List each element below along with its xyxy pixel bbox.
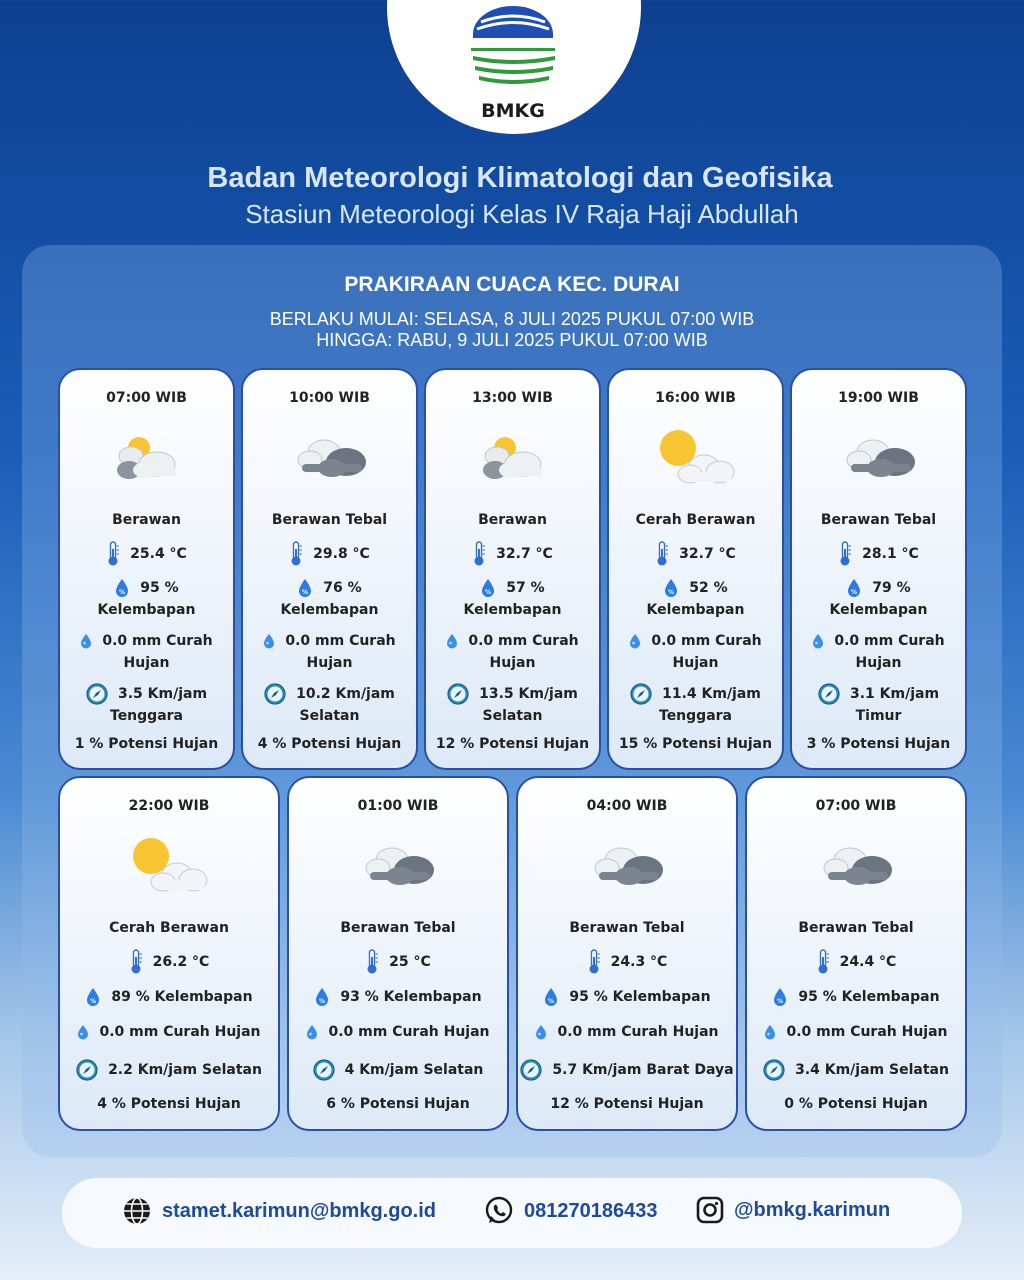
- humidity-row: [792, 577, 965, 621]
- forecast-time: 01:00 WIB: [357, 798, 439, 814]
- wind-speed: 3.1 Km/jam: [849, 686, 940, 702]
- humidity-drop-icon: [314, 987, 330, 1007]
- temperature-row: [289, 949, 507, 975]
- forecast-time: 22:00 WIB: [128, 798, 210, 814]
- rain-drop-icon: [306, 1024, 318, 1040]
- weather-condition: Berawan Tebal: [798, 920, 914, 936]
- forecast-card: [516, 776, 738, 1131]
- weather-condition: Berawan Tebal: [271, 512, 388, 528]
- temperature-value: 25.4 °C: [130, 546, 187, 562]
- thermometer-icon: [106, 541, 120, 567]
- wind-row: [747, 1059, 965, 1081]
- temperature-value: 32.7 °C: [679, 546, 736, 562]
- temperature-row: [60, 949, 278, 975]
- overcast-icon: [814, 838, 898, 892]
- compass-icon: [86, 683, 108, 705]
- weather-condition: Berawan: [478, 512, 547, 528]
- wind-speed: 11.4 Km/jam: [662, 686, 761, 702]
- email-contact[interactable]: [122, 1196, 436, 1226]
- rain-value: 0.0 mm Curah: [468, 633, 579, 649]
- forecast-card: [58, 776, 280, 1131]
- forecast-time: 13:00 WIB: [472, 390, 553, 406]
- humidity-value: 76 %: [323, 580, 362, 596]
- rain-potential: 0 % Potensi Hujan: [784, 1096, 928, 1112]
- rain-value: 0.0 mm Curah: [651, 633, 762, 649]
- weather-condition: Berawan Tebal: [340, 920, 456, 936]
- weather-condition: Cerah Berawan: [109, 920, 229, 936]
- wind-row: [518, 1059, 736, 1081]
- humidity-label: Kelembapan: [646, 602, 745, 618]
- forecast-card: [287, 776, 509, 1131]
- wind-row: [60, 1059, 278, 1081]
- temperature-value: 25 °C: [389, 954, 431, 970]
- forecast-title: PRAKIRAAN CUACA KEC. DURAI: [344, 273, 680, 296]
- rain-potential: 4 % Potensi Hujan: [257, 736, 402, 752]
- weather-condition: Berawan Tebal: [569, 920, 685, 936]
- humidity-row: [289, 987, 507, 1007]
- wind-row: [60, 683, 233, 727]
- station-name: Stasiun Meteorologi Kelas IV Raja Haji Abdullah: [245, 199, 799, 229]
- overcast-icon: [585, 838, 669, 892]
- sunny-cloud-icon: [127, 838, 211, 892]
- humidity-drop-icon: [297, 578, 313, 598]
- rain-drop-icon: [764, 1024, 776, 1040]
- rain-row: [289, 1024, 507, 1040]
- thermometer-icon: [129, 949, 143, 975]
- wind-direction: Timur: [855, 708, 902, 724]
- svg-text:%: %: [548, 998, 555, 1005]
- forecast-card: [790, 368, 967, 770]
- validity-period: [0, 309, 1024, 351]
- compass-icon: [630, 683, 652, 705]
- forecast-card: [745, 776, 967, 1131]
- forecast-card: [424, 368, 601, 770]
- humidity-value: 89 % Kelembapan: [111, 989, 253, 1005]
- instagram-icon: [696, 1196, 724, 1224]
- thermometer-icon: [655, 541, 669, 567]
- thermometer-icon: [289, 541, 303, 567]
- humidity-label: Kelembapan: [463, 602, 562, 618]
- instagram-contact[interactable]: [696, 1196, 890, 1224]
- forecast-time: 19:00 WIB: [838, 390, 919, 406]
- rain-potential: 4 % Potensi Hujan: [97, 1096, 241, 1112]
- forecast-time: 04:00 WIB: [586, 798, 668, 814]
- humidity-value: 95 %: [140, 580, 179, 596]
- rain-value: 0.0 mm Curah Hujan: [786, 1024, 948, 1040]
- weather-condition: Berawan Tebal: [820, 512, 937, 528]
- svg-text:%: %: [851, 589, 858, 596]
- wind-direction: Selatan: [482, 708, 543, 724]
- compass-icon: [313, 1059, 335, 1081]
- forecast-card: [241, 368, 418, 770]
- sunny-cloud-icon: [654, 430, 738, 484]
- phone-text: 081270186433: [524, 1199, 658, 1222]
- compass-icon: [763, 1059, 785, 1081]
- thermometer-icon: [472, 541, 486, 567]
- partly-cloudy-icon: [471, 430, 555, 484]
- valid-from: BERLAKU MULAI: SELASA, 8 JULI 2025 PUKUL 07:00 WIB: [269, 309, 755, 329]
- rain-row: [426, 630, 599, 674]
- globe-icon: [122, 1196, 152, 1226]
- temperature-row: [609, 541, 782, 567]
- forecast-time: 07:00 WIB: [815, 798, 897, 814]
- overcast-icon: [837, 430, 921, 484]
- rain-value: 0.0 mm Curah: [102, 633, 213, 649]
- rain-drop-icon: [446, 633, 458, 649]
- thermometer-icon: [816, 949, 830, 975]
- humidity-value: 57 %: [506, 580, 545, 596]
- rain-row: [243, 630, 416, 674]
- rain-drop-icon: [263, 633, 275, 649]
- svg-text:%: %: [90, 998, 97, 1005]
- compass-icon: [447, 683, 469, 705]
- instagram-text: @bmkg.karimun: [734, 1198, 891, 1221]
- rain-row: [60, 1024, 278, 1040]
- temperature-row: [518, 949, 736, 975]
- wind-value: 3.4 Km/jam Selatan: [795, 1062, 949, 1078]
- valid-to: HINGGA: RABU, 9 JULI 2025 PUKUL 07:00 WIB: [316, 330, 708, 350]
- rain-drop-icon: [77, 1024, 89, 1040]
- rain-row: [792, 630, 965, 674]
- svg-text:%: %: [302, 589, 309, 596]
- forecast-card: [58, 368, 235, 770]
- humidity-drop-icon: [480, 578, 496, 598]
- thermometer-icon: [838, 541, 852, 567]
- wind-value: 5.7 Km/jam Barat Daya: [552, 1062, 734, 1078]
- forecast-card: [607, 368, 784, 770]
- rain-value: 0.0 mm Curah Hujan: [99, 1024, 261, 1040]
- phone-contact[interactable]: [484, 1196, 657, 1226]
- humidity-drop-icon: [85, 987, 101, 1007]
- temperature-value: 24.4 °C: [839, 954, 897, 970]
- rain-value: 0.0 mm Curah Hujan: [328, 1024, 490, 1040]
- temperature-value: 24.3 °C: [610, 954, 668, 970]
- humidity-value: 52 %: [689, 580, 728, 596]
- rain-value: 0.0 mm Curah: [834, 633, 945, 649]
- compass-icon: [76, 1059, 98, 1081]
- compass-icon: [818, 683, 840, 705]
- rain-potential: 12 % Potensi Hujan: [550, 1096, 704, 1112]
- humidity-row: [60, 987, 278, 1007]
- wind-speed: 10.2 Km/jam: [296, 686, 395, 702]
- wind-speed: 13.5 Km/jam: [479, 686, 578, 702]
- logo-text: BMKG: [481, 100, 545, 122]
- thermometer-icon: [587, 949, 601, 975]
- temperature-value: 29.8 °C: [313, 546, 370, 562]
- humidity-value: 79 %: [872, 580, 911, 596]
- wind-row: [289, 1059, 507, 1081]
- forecast-time: 07:00 WIB: [106, 390, 187, 406]
- rain-label: Hujan: [855, 655, 902, 671]
- rain-drop-icon: [535, 1024, 547, 1040]
- wind-value: 4 Km/jam Selatan: [344, 1062, 484, 1078]
- temperature-value: 28.1 °C: [862, 546, 919, 562]
- wind-value: 2.2 Km/jam Selatan: [108, 1062, 262, 1078]
- humidity-drop-icon: [543, 987, 559, 1007]
- wind-row: [243, 683, 416, 727]
- wind-row: [792, 683, 965, 727]
- temperature-row: [747, 949, 965, 975]
- rain-value: 0.0 mm Curah Hujan: [557, 1024, 719, 1040]
- rain-label: Hujan: [489, 655, 536, 671]
- thermometer-icon: [365, 949, 379, 975]
- weather-condition: Berawan: [112, 512, 181, 528]
- rain-potential: 3 % Potensi Hujan: [806, 736, 951, 752]
- humidity-label: Kelembapan: [829, 602, 928, 618]
- rain-row: [747, 1024, 965, 1040]
- weather-condition: Cerah Berawan: [635, 512, 756, 528]
- humidity-row: [426, 577, 599, 621]
- email-text: stamet.karimun@bmkg.go.id: [162, 1199, 436, 1222]
- humidity-drop-icon: [114, 578, 130, 598]
- humidity-row: [747, 987, 965, 1007]
- svg-text:%: %: [485, 589, 492, 596]
- rain-drop-icon: [80, 633, 92, 649]
- wind-direction: Selatan: [299, 708, 360, 724]
- svg-text:%: %: [777, 998, 784, 1005]
- rain-label: Hujan: [672, 655, 719, 671]
- rain-row: [518, 1024, 736, 1040]
- wind-row: [609, 683, 782, 727]
- wind-direction: Tenggara: [659, 708, 732, 724]
- humidity-value: 95 % Kelembapan: [569, 989, 711, 1005]
- svg-text:%: %: [319, 998, 326, 1005]
- temperature-row: [60, 541, 233, 567]
- wind-row: [426, 683, 599, 727]
- humidity-label: Kelembapan: [97, 602, 196, 618]
- whatsapp-icon: [484, 1196, 514, 1226]
- humidity-drop-icon: [772, 987, 788, 1007]
- humidity-drop-icon: [663, 578, 679, 598]
- humidity-row: [60, 577, 233, 621]
- humidity-value: 93 % Kelembapan: [340, 989, 482, 1005]
- humidity-row: [609, 577, 782, 621]
- org-title: Badan Meteorologi Klimatologi dan Geofisika: [207, 162, 833, 194]
- forecast-time: 16:00 WIB: [655, 390, 736, 406]
- rain-row: [60, 630, 233, 674]
- rain-row: [609, 630, 782, 674]
- rain-potential: 15 % Potensi Hujan: [618, 736, 773, 752]
- rain-potential: 1 % Potensi Hujan: [74, 736, 219, 752]
- rain-label: Hujan: [123, 655, 170, 671]
- partly-cloudy-icon: [105, 430, 189, 484]
- svg-text:%: %: [668, 589, 675, 596]
- humidity-label: Kelembapan: [280, 602, 379, 618]
- bmkg-logo-icon: [465, 4, 561, 100]
- rain-drop-icon: [812, 633, 824, 649]
- humidity-value: 95 % Kelembapan: [798, 989, 940, 1005]
- wind-direction: Tenggara: [110, 708, 183, 724]
- temperature-value: 26.2 °C: [152, 954, 210, 970]
- forecast-time: 10:00 WIB: [289, 390, 370, 406]
- rain-label: Hujan: [306, 655, 353, 671]
- humidity-row: [243, 577, 416, 621]
- overcast-icon: [288, 430, 372, 484]
- rain-potential: 6 % Potensi Hujan: [326, 1096, 470, 1112]
- humidity-drop-icon: [846, 578, 862, 598]
- overcast-icon: [356, 838, 440, 892]
- compass-icon: [520, 1059, 542, 1081]
- humidity-row: [518, 987, 736, 1007]
- rain-drop-icon: [629, 633, 641, 649]
- temperature-row: [426, 541, 599, 567]
- temperature-row: [792, 541, 965, 567]
- temperature-row: [243, 541, 416, 567]
- temperature-value: 32.7 °C: [496, 546, 553, 562]
- compass-icon: [264, 683, 286, 705]
- rain-potential: 12 % Potensi Hujan: [435, 736, 590, 752]
- svg-text:%: %: [119, 589, 126, 596]
- wind-speed: 3.5 Km/jam: [117, 686, 208, 702]
- rain-value: 0.0 mm Curah: [285, 633, 396, 649]
